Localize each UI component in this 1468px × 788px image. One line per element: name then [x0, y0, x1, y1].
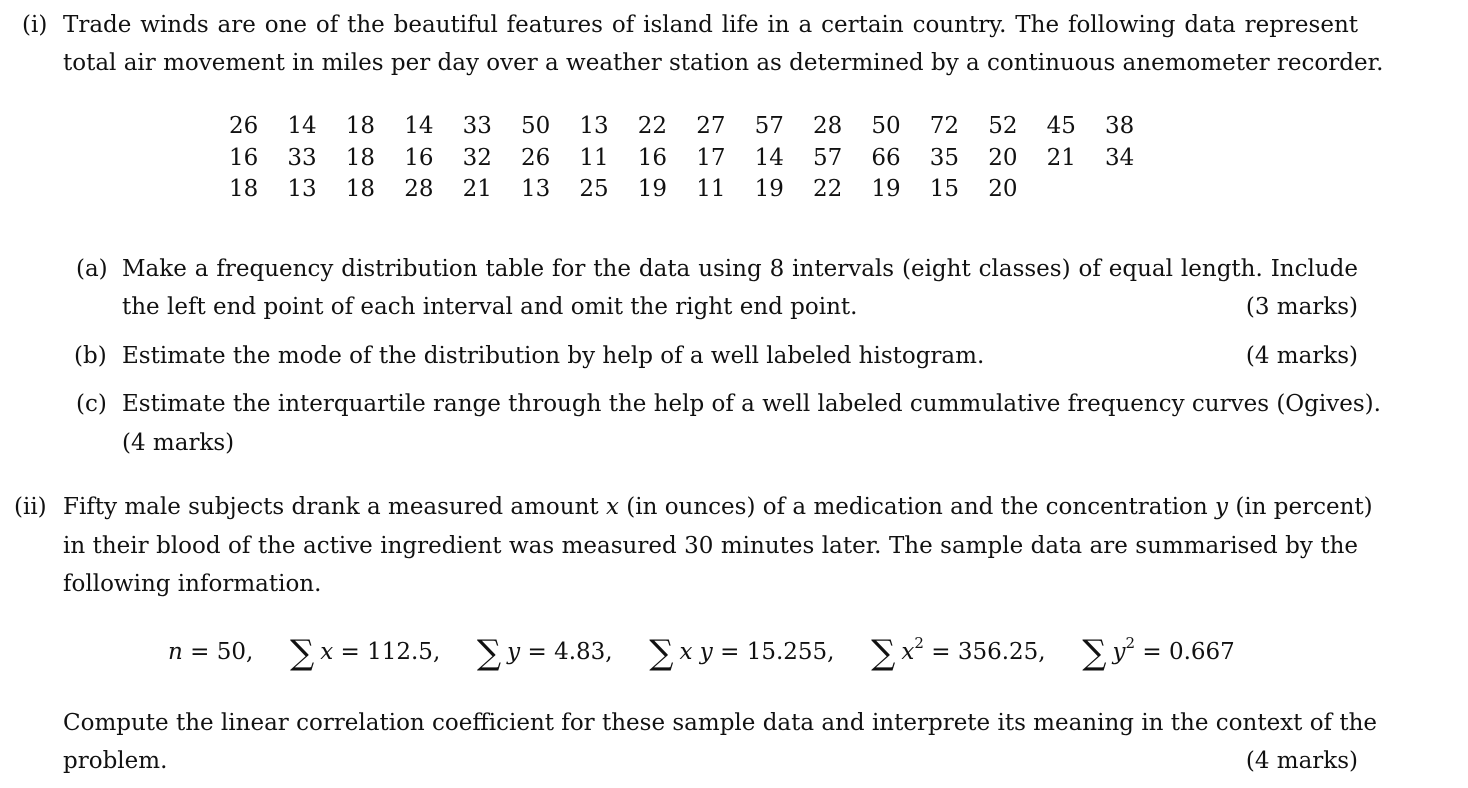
data-value: 72	[929, 113, 960, 139]
data-value: 52	[988, 113, 1018, 139]
data-value: 13	[521, 176, 551, 202]
data-value: 13	[579, 113, 609, 139]
sigma-icon: ∑	[649, 633, 674, 673]
data-value: 15	[929, 176, 960, 202]
data-value: 32	[462, 144, 492, 171]
data-value: 19	[754, 176, 784, 202]
problem-ii-intro-line1	[63, 494, 1373, 520]
part-c-line1: Estimate the interquartile range through the help of a well labeled cummulative frequency curves (Ogives).	[122, 391, 1381, 417]
part-a-marks: (3 marks)	[1245, 294, 1358, 320]
data-value: 18	[229, 176, 259, 202]
data-value: 22	[637, 113, 668, 139]
part-c-label: (c)	[76, 391, 107, 417]
problem-ii-intro-text: Fifty male subjects drank a measured amount x (in ounces) of a medication and the concentration y (in percent)	[63, 494, 1373, 520]
data-value: 35	[929, 144, 960, 171]
data-value: 20	[988, 176, 1018, 202]
data-value: 19	[637, 176, 668, 202]
data-value: 27	[696, 113, 726, 139]
part-b-line1: Estimate the mode of the distribution by help of a well labeled histogram.	[122, 343, 985, 369]
question-line1: Compute the linear correlation coefficient for these sample data and interprete its meaning in the context of the	[63, 710, 1378, 736]
problem-ii-label: (ii)	[14, 494, 47, 520]
problem-i-intro-line1: Trade winds are one of the beautiful features of island life in a certain country. The following data represent	[63, 12, 1358, 38]
data-value: 50	[871, 113, 901, 139]
data-value: 38	[1105, 113, 1135, 139]
data-value: 18	[345, 176, 376, 202]
data-value: 13	[287, 176, 317, 202]
data-value: 17	[696, 144, 726, 171]
data-value: 28	[404, 176, 434, 202]
summary-statistics	[168, 633, 1235, 673]
part-a-line1: Make a frequency distribution table for the data using 8 intervals (eight classes) of equal length. Include	[122, 256, 1358, 282]
data-value: 11	[579, 144, 609, 171]
question-line2: problem.	[63, 748, 168, 774]
data-value: 34	[1105, 144, 1135, 171]
data-value: 20	[988, 144, 1018, 171]
summary-sum-x2: ∑ $x^2 = 356.25$,	[871, 633, 1046, 673]
data-value: 16	[637, 144, 668, 171]
data-value: 26	[229, 113, 259, 139]
problem-i-label: (i)	[22, 12, 48, 38]
summary-sum-xy: ∑ x y = 15.255,	[649, 633, 835, 673]
part-a-label: (a)	[76, 256, 108, 282]
sigma-icon: ∑	[476, 633, 502, 673]
data-value: 25	[579, 176, 609, 202]
question-marks: (4 marks)	[1245, 748, 1358, 774]
data-value: 26	[521, 144, 551, 171]
summary-sum-y: ∑ y = 4.83,	[476, 633, 613, 673]
data-value: 66	[871, 144, 901, 171]
summary-sum-y2: ∑ $y^2 = 0.667$	[1082, 633, 1235, 673]
summary-sum-x: ∑ x = 112.5,	[289, 633, 441, 673]
data-value: 45	[1046, 113, 1076, 139]
data-value: 33	[287, 144, 317, 171]
data-value: 16	[404, 144, 434, 171]
sigma-icon: ∑	[289, 633, 315, 673]
data-value: 14	[404, 113, 434, 139]
data-value: 14	[287, 113, 317, 139]
data-value: 11	[696, 176, 726, 202]
part-a-line2: the left end point of each interval and omit the right end point.	[122, 294, 858, 320]
sigma-icon: ∑	[871, 633, 896, 673]
data-value: 21	[1046, 144, 1076, 171]
data-value: 19	[871, 176, 901, 202]
data-value: 21	[462, 176, 492, 202]
sigma-icon: ∑	[1082, 633, 1107, 673]
part-b-marks: (4 marks)	[1245, 343, 1358, 369]
part-b-label: (b)	[74, 343, 107, 369]
data-value: 22	[813, 176, 843, 202]
problem-ii-intro-line2: in their blood of the active ingredient was measured 30 minutes later. The sample data are summarised by the	[63, 533, 1358, 559]
data-value: 33	[462, 113, 492, 139]
data-value: 28	[813, 113, 843, 139]
summary-n: n = 50,	[168, 639, 254, 665]
problem-ii-intro-line3: following information.	[63, 571, 322, 597]
part-c-marks: (4 marks)	[122, 430, 235, 456]
data-value: 18	[345, 144, 376, 171]
problem-i-intro-line2: total air movement in miles per day over a weather station as determined by a continuous anemometer recorder.	[63, 50, 1384, 76]
data-value: 57	[813, 144, 843, 171]
data-value: 18	[345, 113, 376, 139]
data-value: 16	[229, 144, 259, 171]
data-value: 50	[521, 113, 551, 139]
data-value: 57	[754, 113, 784, 139]
data-value: 14	[754, 144, 784, 171]
